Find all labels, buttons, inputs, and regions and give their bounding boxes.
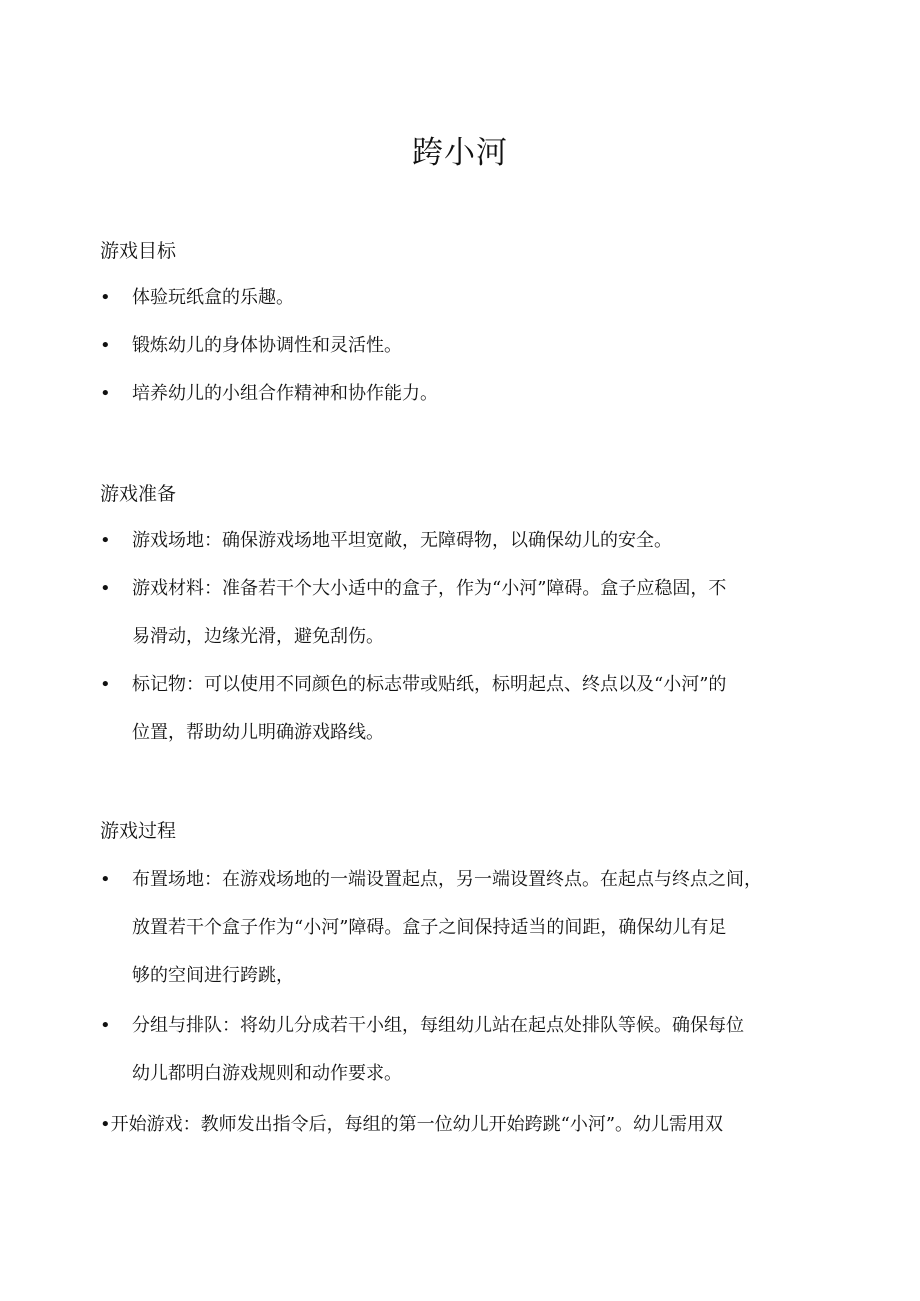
list-item-text-line: 易滑动，边缘光滑，避免刮伤。 (132, 626, 384, 647)
list-item (100, 370, 828, 418)
list-item-text-line: 位置，帮助幼儿明确游戏路线。 (132, 722, 384, 743)
bullet: • (100, 1015, 111, 1036)
page-title: 跨小河 (412, 135, 508, 171)
list-item (100, 661, 828, 757)
bullet: • (100, 578, 111, 599)
section-heading-preparation: 游戏准备 (100, 483, 177, 505)
bullet: • (100, 287, 111, 308)
section-heading-goals: 游戏目标 (100, 240, 177, 262)
list-item-text-line: 标记物：可以使用不同颜色的标志带或贴纸，标明起点、终点以及“小河”的 (132, 674, 727, 695)
bullet: • (100, 674, 111, 695)
section-heading-process: 游戏过程 (100, 820, 177, 842)
bullet: • (100, 383, 111, 404)
list-item-text-line: 游戏材料：准备若干个大小适中的盒子，作为“小河”障碍。盒子应稳固，不 (132, 578, 727, 599)
list-item-text: 锻炼幼儿的身体协调性和灵活性。 (132, 335, 402, 356)
list-item-text-line: 幼儿都明白游戏规则和动作要求。 (132, 1063, 402, 1084)
list-item-text-line: 布置场地：在游戏场地的一端设置起点，另一端设置终点。在起点与终点之间， (132, 869, 762, 890)
list-item-text: 体验玩纸盒的乐趣。 (132, 287, 294, 308)
list-item-text-line: 够的空间进行跨跳， (132, 965, 294, 986)
list-item (100, 274, 828, 322)
bullet: • (100, 530, 111, 551)
list-item-text: 培养幼儿的小组合作精神和协作能力。 (132, 383, 438, 404)
paragraph-start-game: •开始游戏：教师发出指令后，每组的第一位幼儿开始跨跳“小河”。幼儿需用双 (100, 1114, 724, 1135)
list-item (100, 517, 828, 565)
bullet: • (100, 869, 111, 890)
list-item-text-line: 放置若干个盒子作为“小河”障碍。盒子之间保持适当的间距，确保幼儿有足 (132, 917, 727, 938)
list-item (100, 565, 828, 661)
list-item (100, 1002, 828, 1098)
bullet: • (100, 335, 111, 356)
list-item-text-line: 分组与排队：将幼儿分成若干小组，每组幼儿站在起点处排队等候。确保每位 (132, 1015, 744, 1036)
list-item (100, 322, 828, 370)
list-item-text: 游戏场地：确保游戏场地平坦宽敞，无障碍物，以确保幼儿的安全。 (132, 530, 672, 551)
list-item (100, 856, 828, 1000)
